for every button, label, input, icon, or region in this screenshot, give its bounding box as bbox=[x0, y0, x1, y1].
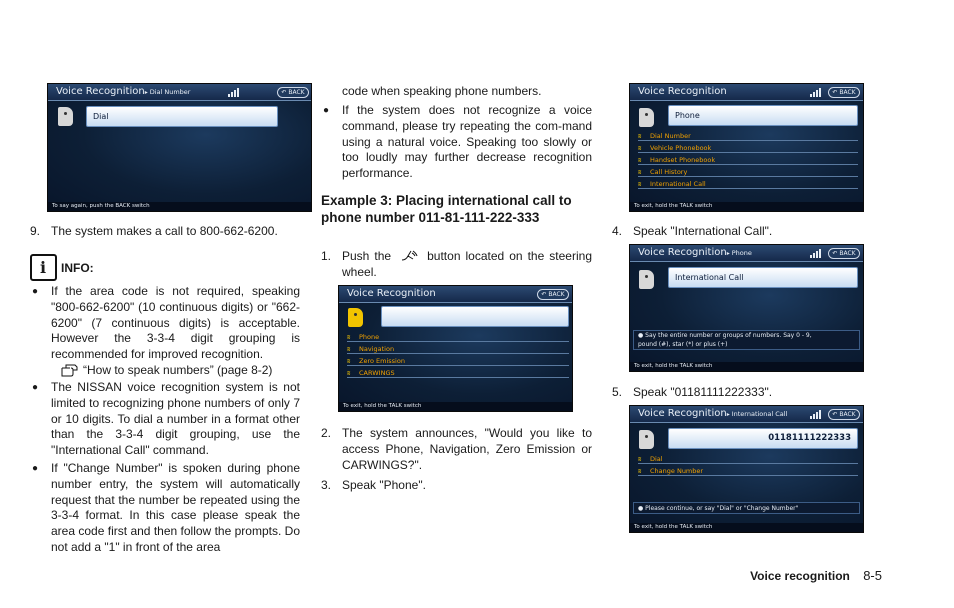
signal-strength-icon bbox=[810, 249, 824, 258]
recognition-bullet bbox=[321, 103, 592, 182]
guidance-line-2: pound (#), star (*) or plus (+) bbox=[638, 340, 728, 348]
status-bar: To exit, hold the TALK switch bbox=[630, 362, 863, 371]
back-button[interactable]: ↶ BACK bbox=[828, 409, 860, 420]
bullet-text: If the system does not recognize a voice command, please try repeating the com-mand using a natural voice. Speaking too slowly or too loudly may further decrease recognition performance. bbox=[342, 103, 592, 181]
menu-item-phone[interactable] bbox=[347, 332, 569, 342]
screen-international-call bbox=[629, 244, 864, 372]
info-header bbox=[30, 254, 94, 281]
status-bar: To say again, push the BACK switch bbox=[48, 202, 311, 211]
microphone-icon: ʬ bbox=[347, 369, 351, 377]
speaker-head-icon bbox=[348, 308, 363, 327]
info-bullet-1 bbox=[30, 284, 300, 379]
menu-item-label: Dial bbox=[650, 455, 663, 463]
info-bullet-2 bbox=[30, 380, 300, 459]
microphone-icon: ʬ bbox=[638, 144, 642, 152]
back-button-label: BACK bbox=[548, 291, 565, 298]
page-number: 8-5 bbox=[863, 568, 882, 583]
menu-item-change-number[interactable] bbox=[638, 466, 858, 476]
menu-item-label: Call History bbox=[650, 168, 688, 176]
menu-item-label: Dial Number bbox=[650, 132, 691, 140]
menu-item-dial[interactable] bbox=[638, 454, 858, 464]
step-number: 2. bbox=[321, 426, 332, 440]
microphone-icon: ʬ bbox=[638, 455, 642, 463]
talk-switch-icon bbox=[400, 250, 418, 262]
guidance-text: Please continue, or say "Dial" or "Change Number" bbox=[645, 505, 799, 512]
input-display: Phone bbox=[668, 105, 858, 126]
back-button-label: BACK bbox=[839, 89, 856, 96]
screen-title: Voice Recognition bbox=[56, 86, 145, 97]
step-2 bbox=[321, 426, 592, 473]
status-bar: To exit, hold the TALK switch bbox=[630, 523, 863, 532]
microphone-icon: ʬ bbox=[347, 345, 351, 353]
menu-item-label: Change Number bbox=[650, 467, 704, 475]
screen-subtitle: Dial Number bbox=[149, 88, 191, 96]
back-button[interactable]: ↶ BACK bbox=[537, 289, 569, 300]
arrow-right-icon: ▸ bbox=[726, 411, 730, 418]
screen-number-entry bbox=[629, 405, 864, 533]
screen-main-menu bbox=[338, 285, 573, 412]
screen-title: Voice Recognition bbox=[638, 86, 727, 97]
step-number: 9. bbox=[30, 224, 41, 238]
menu-item-vehicle-phonebook[interactable] bbox=[638, 143, 858, 153]
status-bar: To exit, hold the TALK switch bbox=[630, 202, 863, 211]
signal-strength-icon bbox=[810, 88, 824, 97]
menu-item-label: CARWINGS bbox=[359, 369, 395, 377]
microphone-icon: ʬ bbox=[347, 357, 351, 365]
page-reference[interactable] bbox=[51, 363, 300, 379]
microphone-icon: ʬ bbox=[638, 156, 642, 164]
back-button-label: BACK bbox=[839, 250, 856, 257]
step-9 bbox=[30, 224, 300, 240]
info-bullet-3 bbox=[30, 461, 300, 556]
bullet-dot: ● bbox=[323, 105, 330, 116]
page-reference-text: “How to speak numbers” (page 8-2) bbox=[83, 362, 273, 377]
step-number: 3. bbox=[321, 478, 332, 492]
menu-item-label: Navigation bbox=[359, 345, 395, 353]
step-4 bbox=[612, 224, 872, 240]
menu-item-label: Phone bbox=[359, 333, 380, 341]
step-text: The system makes a call to 800-662-6200. bbox=[51, 224, 278, 238]
bullet-text: The NISSAN voice recognition system is not limited to recognizing phone numbers of only 7 or 10 digits. To dial a number in a format other than the 3-3-4 digit grouping, use the "International Call" command. bbox=[51, 380, 300, 458]
menu-item-call-history[interactable] bbox=[638, 167, 858, 177]
screen-title: Voice Recognition bbox=[638, 408, 727, 419]
menu-item-navigation[interactable] bbox=[347, 344, 569, 354]
pointing-hand-icon bbox=[61, 364, 79, 377]
step-text: Speak "International Call". bbox=[633, 224, 773, 238]
step-number: 4. bbox=[612, 224, 623, 238]
step-text: The system announces, "Would you like to access Phone, Navigation, Zero Emission or CARWINGS?". bbox=[342, 426, 592, 472]
step-number: 1. bbox=[321, 249, 332, 263]
continued-text: code when speaking phone numbers. bbox=[342, 84, 542, 98]
arrow-right-icon: ▸ bbox=[726, 250, 730, 257]
info-label: INFO: bbox=[61, 260, 94, 275]
menu-item-handset-phonebook[interactable] bbox=[638, 155, 858, 165]
back-button-label: BACK bbox=[839, 411, 856, 418]
microphone-icon: ʬ bbox=[347, 333, 351, 341]
menu-item-dial-number[interactable] bbox=[638, 131, 858, 141]
signal-strength-icon bbox=[810, 410, 824, 419]
menu-item-carwings[interactable] bbox=[347, 368, 569, 378]
step-text: Speak "Phone". bbox=[342, 478, 426, 492]
menu-item-zero-emission[interactable] bbox=[347, 356, 569, 366]
menu-item-label: Handset Phonebook bbox=[650, 156, 716, 164]
screen-subtitle: Phone bbox=[731, 249, 752, 257]
signal-strength-icon bbox=[228, 88, 242, 97]
speaker-head-icon bbox=[639, 270, 654, 289]
section-title: Voice recognition bbox=[750, 569, 850, 583]
microphone-icon: ʬ bbox=[638, 180, 642, 188]
guidance-message bbox=[633, 502, 860, 514]
status-bar: To exit, hold the TALK switch bbox=[339, 402, 572, 411]
back-button[interactable]: ↶ BACK bbox=[828, 87, 860, 98]
bullet-dot: ● bbox=[32, 463, 39, 474]
back-button-label: BACK bbox=[288, 89, 305, 96]
info-circle-icon: ● bbox=[638, 505, 644, 512]
microphone-icon: ʬ bbox=[638, 467, 642, 475]
menu-item-label: International Call bbox=[650, 180, 706, 188]
step-1 bbox=[321, 249, 592, 281]
screen-phone-menu bbox=[629, 83, 864, 212]
step-text: Speak "01181111222333". bbox=[633, 385, 773, 399]
bullet-dot: ● bbox=[32, 286, 39, 297]
page-footer bbox=[750, 568, 882, 583]
guidance-message bbox=[633, 330, 860, 350]
step-3 bbox=[321, 478, 592, 494]
step-5 bbox=[612, 385, 872, 401]
info-icon: i bbox=[30, 254, 57, 281]
input-display: International Call bbox=[668, 267, 858, 288]
guidance-line-1: Say the entire number or groups of numbers. Say 0 - 9, bbox=[645, 332, 812, 339]
screen-subtitle: International Call bbox=[731, 410, 788, 418]
screen-title: Voice Recognition bbox=[347, 288, 436, 299]
example-heading: Example 3: Placing international call to phone number 011-81-111-222-333 bbox=[321, 193, 572, 225]
screen-title: Voice Recognition bbox=[638, 247, 727, 258]
bullet-text: If the area code is not required, speaking "800-662-6200" (10 continuous digits) or "662-6200" (7 continuous digits) is acceptable. However the 3-3-4 digit grouping is recommended for improved recognition. bbox=[51, 284, 300, 362]
menu-item-label: Zero Emission bbox=[359, 357, 405, 365]
screen-dial-number bbox=[47, 83, 312, 212]
back-button[interactable]: ↶ BACK bbox=[277, 87, 309, 98]
input-display bbox=[381, 306, 569, 327]
bullet-text: If "Change Number" is spoken during phone number entry, the system will automatically request that the number be repeated using the 3-3-4 format. In this case please speak the area code first and then follow the prompts. Do not add a "1" in front of the area bbox=[51, 461, 300, 554]
speaker-head-icon bbox=[639, 108, 654, 127]
step-text-b: button located on the steering wheel. bbox=[342, 249, 592, 279]
bullet-dot: ● bbox=[32, 382, 39, 393]
speaker-head-icon bbox=[639, 430, 654, 449]
number-display: 01181111222333 bbox=[668, 428, 858, 449]
input-display: Dial bbox=[86, 106, 278, 127]
microphone-icon: ʬ bbox=[638, 168, 642, 176]
menu-item-international-call[interactable] bbox=[638, 179, 858, 189]
arrow-right-icon: ▸ bbox=[144, 89, 148, 96]
back-button[interactable]: ↶ BACK bbox=[828, 248, 860, 259]
menu-item-label: Vehicle Phonebook bbox=[650, 144, 712, 152]
microphone-icon: ʬ bbox=[638, 132, 642, 140]
step-text-a: Push the bbox=[342, 249, 392, 263]
info-circle-icon: ● bbox=[638, 332, 644, 339]
speaker-head-icon bbox=[58, 107, 73, 126]
step-number: 5. bbox=[612, 385, 623, 399]
screen-title-bar bbox=[48, 84, 311, 101]
